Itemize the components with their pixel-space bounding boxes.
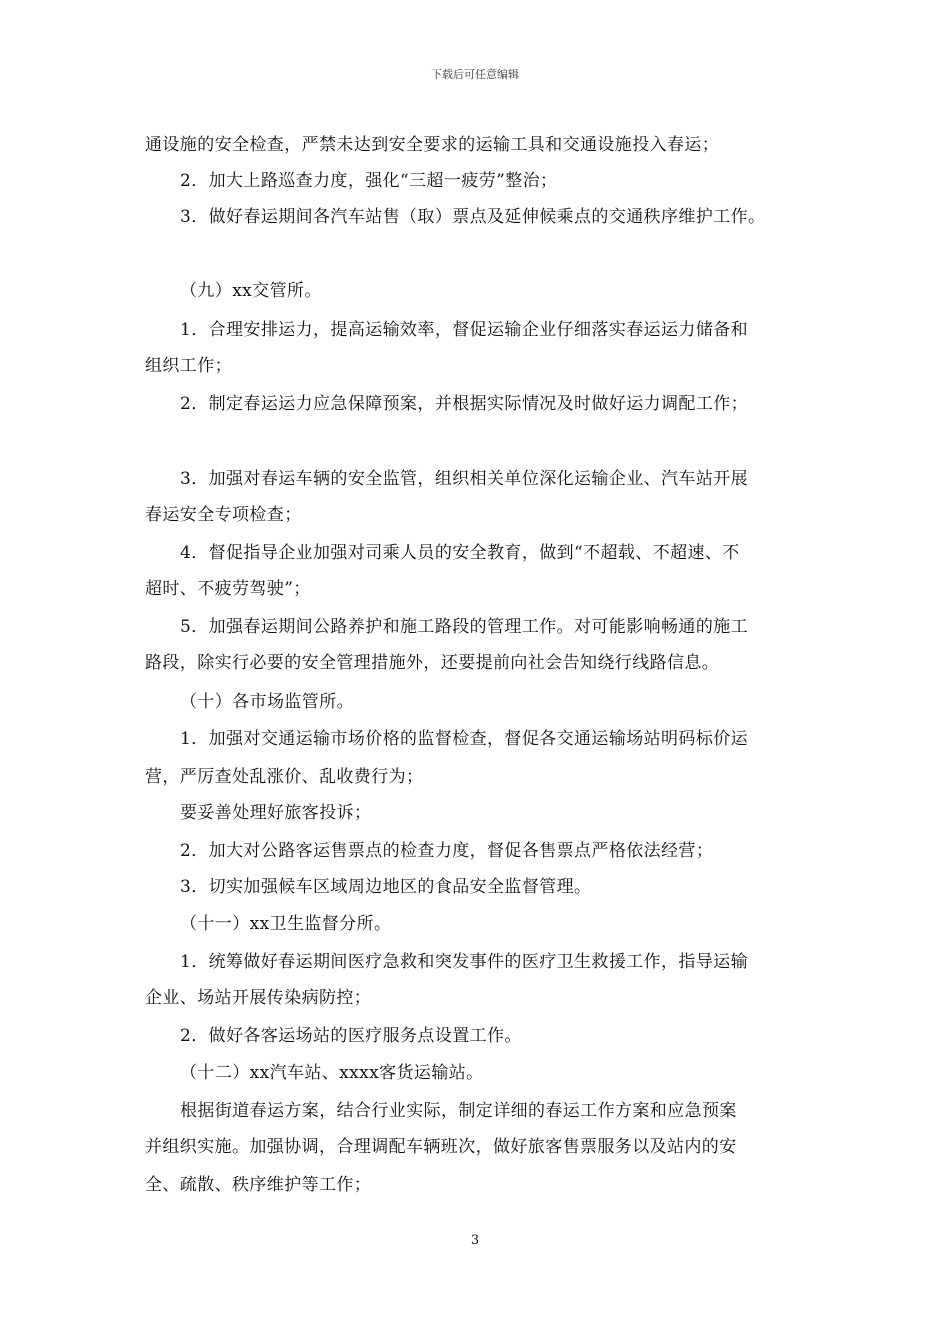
page-number: 3 — [470, 1233, 480, 1248]
paragraph-line: 3．加强对春运车辆的安全监管，组织相关单位深化运输企业、汽车站开展 — [180, 469, 749, 489]
paragraph-line: 1．加强对交通运输市场价格的监督检查，督促各交通运输场站明码标价运 — [180, 729, 749, 749]
paragraph-line: 5．加强春运期间公路养护和施工路段的管理工作。对可能影响畅通的施工 — [180, 617, 749, 637]
paragraph-line: 4．督促指导企业加强对司乘人员的安全教育，做到“不超载、不超速、不 — [180, 543, 740, 563]
paragraph-line: 组织工作； — [145, 356, 232, 376]
paragraph-line: 1．合理安排运力，提高运输效率，督促运输企业仔细落实春运运力储备和 — [180, 320, 749, 340]
paragraph-line: 3．做好春运期间各汽车站售（取）票点及延伸候乘点的交通秩序维护工作。 — [180, 207, 766, 227]
paragraph-line: 2．加大上路巡查力度，强化“三超一疲劳”整治； — [180, 171, 558, 191]
paragraph-line: 根据街道春运方案，结合行业实际，制定详细的春运工作方案和应急预案 — [180, 1101, 737, 1121]
section-heading: （十二）xx汽车站、xxxx客货运输站。 — [180, 1063, 484, 1083]
page-header: 下载后可任意编辑 — [431, 68, 519, 81]
paragraph-line: 2．做好各客运场站的医疗服务点设置工作。 — [180, 1026, 522, 1046]
paragraph-line: 2．加大对公路客运售票点的检查力度，督促各售票点严格依法经营； — [180, 841, 714, 861]
paragraph-line: 并组织实施。加强协调，合理调配车辆班次，做好旅客售票服务以及站内的安 — [145, 1137, 737, 1157]
paragraph-line: 企业、场站开展传染病防控； — [145, 988, 372, 1008]
paragraph-line: 3．切实加强候车区域周边地区的食品安全监督管理。 — [180, 877, 592, 897]
paragraph-line: 全、疏散、秩序维护等工作； — [145, 1175, 372, 1195]
paragraph-line: 路段，除实行必要的安全管理措施外，还要提前向社会告知绕行线路信息。 — [145, 653, 720, 673]
paragraph-line: 2．制定春运运力应急保障预案，并根据实际情况及时做好运力调配工作； — [180, 394, 749, 414]
section-heading: （十一）xx卫生监督分所。 — [180, 914, 392, 934]
paragraph-line: 营，严厉查处乱涨价、乱收费行为； — [145, 767, 424, 787]
paragraph-line: 1．统筹做好春运期间医疗急救和突发事件的医疗卫生救援工作，指导运输 — [180, 952, 749, 972]
paragraph-line: 超时、不疲劳驾驶”； — [145, 579, 311, 599]
paragraph-line: 通设施的安全检查，严禁未达到安全要求的运输工具和交通设施投入春运； — [145, 135, 720, 155]
section-heading: （九）xx交管所。 — [180, 281, 322, 301]
paragraph-line: 春运安全专项检查； — [145, 505, 302, 525]
paragraph-line: 要妥善处理好旅客投诉； — [180, 803, 372, 823]
section-heading: （十）各市场监管所。 — [180, 692, 354, 712]
